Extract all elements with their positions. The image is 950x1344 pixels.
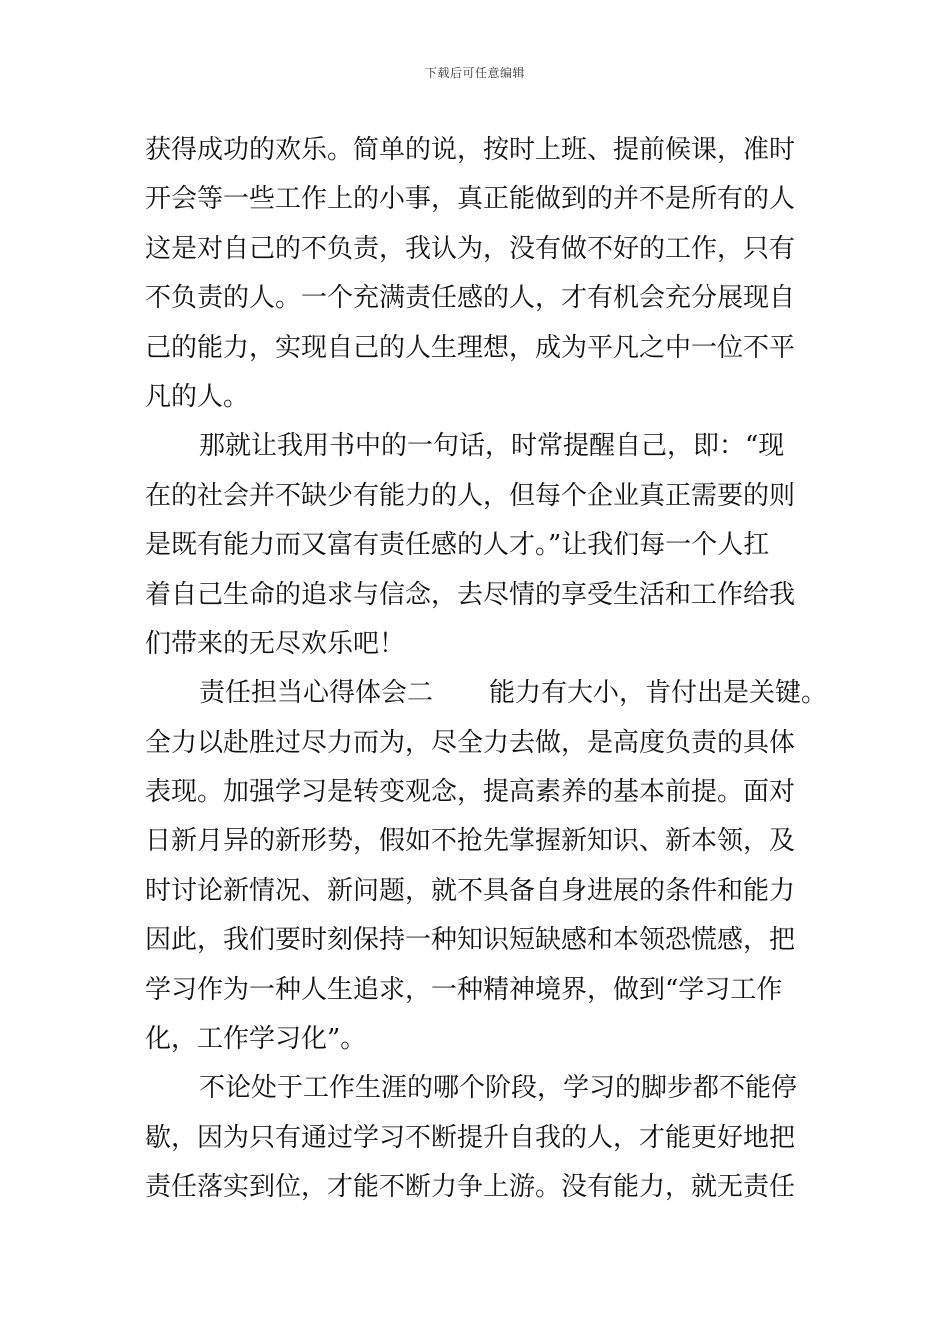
section-heading-line xyxy=(145,669,828,718)
text-line: 化，工作学习化”。 xyxy=(145,1024,367,1055)
text-line: 表现。加强学习是转变观念，提高素养的基本前提。面对 xyxy=(145,777,796,808)
text-line: 凡的人。 xyxy=(145,381,250,412)
section-heading: 责任担当心得体会二 xyxy=(199,678,434,709)
text-line: 这是对自己的不负责，我认为，没有做不好的工作，只有 xyxy=(145,233,796,264)
text-line: 责任落实到位，才能不断力争上游。没有能力，就无责任 xyxy=(145,1172,796,1203)
text-line: 歇，因为只有通过学习不断提升自我的人，才能更好地把 xyxy=(145,1122,796,1153)
text-line: 获得成功的欢乐。简单的说，按时上班、提前候课，准时 xyxy=(145,135,796,165)
text-line: 日新月异的新形势，假如不抢先掌握新知识、新本领，及 xyxy=(145,826,796,857)
text-line: 全力以赴胜过尽力而为，尽全力去做，是高度负责的具体 xyxy=(145,727,796,758)
page-header: 下载后可任意编辑 xyxy=(424,66,525,80)
text-line: 开会等一些工作上的小事，真正能做到的并不是所有的人 xyxy=(145,184,796,215)
text-line: 们带来的无尽欢乐吧！ xyxy=(145,628,406,659)
paragraph-first-line: 不论处于工作生涯的哪个阶段，学习的脚步都不能停 xyxy=(199,1073,798,1104)
text-line: 在的社会并不缺少有能力的人，但每个企业真正需要的则 xyxy=(145,480,796,511)
text-line: 己的能力，实现自己的人生理想，成为平凡之中一位不平 xyxy=(145,332,796,363)
text-line: 不负责的人。一个充满责任感的人，才有机会充分展现自 xyxy=(145,283,796,314)
text-line: 着自己生命的追求与信念，去尽情的享受生活和工作给我 xyxy=(145,579,796,610)
text-line: 是既有能力而又富有责任感的人才。”让我们每一个人扛 xyxy=(145,530,770,561)
text-line: 因此，我们要时刻保持一种知识短缺感和本领恐慌感，把 xyxy=(145,925,796,956)
text-line: 时讨论新情况、新问题，就不具备自身进展的条件和能力 xyxy=(145,875,796,906)
text-line: 学习作为一种人生追求，一种精神境界，做到“学习工作 xyxy=(145,974,783,1005)
paragraph-first-line: 那就让我用书中的一句话，时常提醒自己，即：“现 xyxy=(199,431,785,462)
section-lead-text: 能力有大小，肯付出是关键。 xyxy=(489,678,828,709)
document-body xyxy=(145,126,828,1213)
